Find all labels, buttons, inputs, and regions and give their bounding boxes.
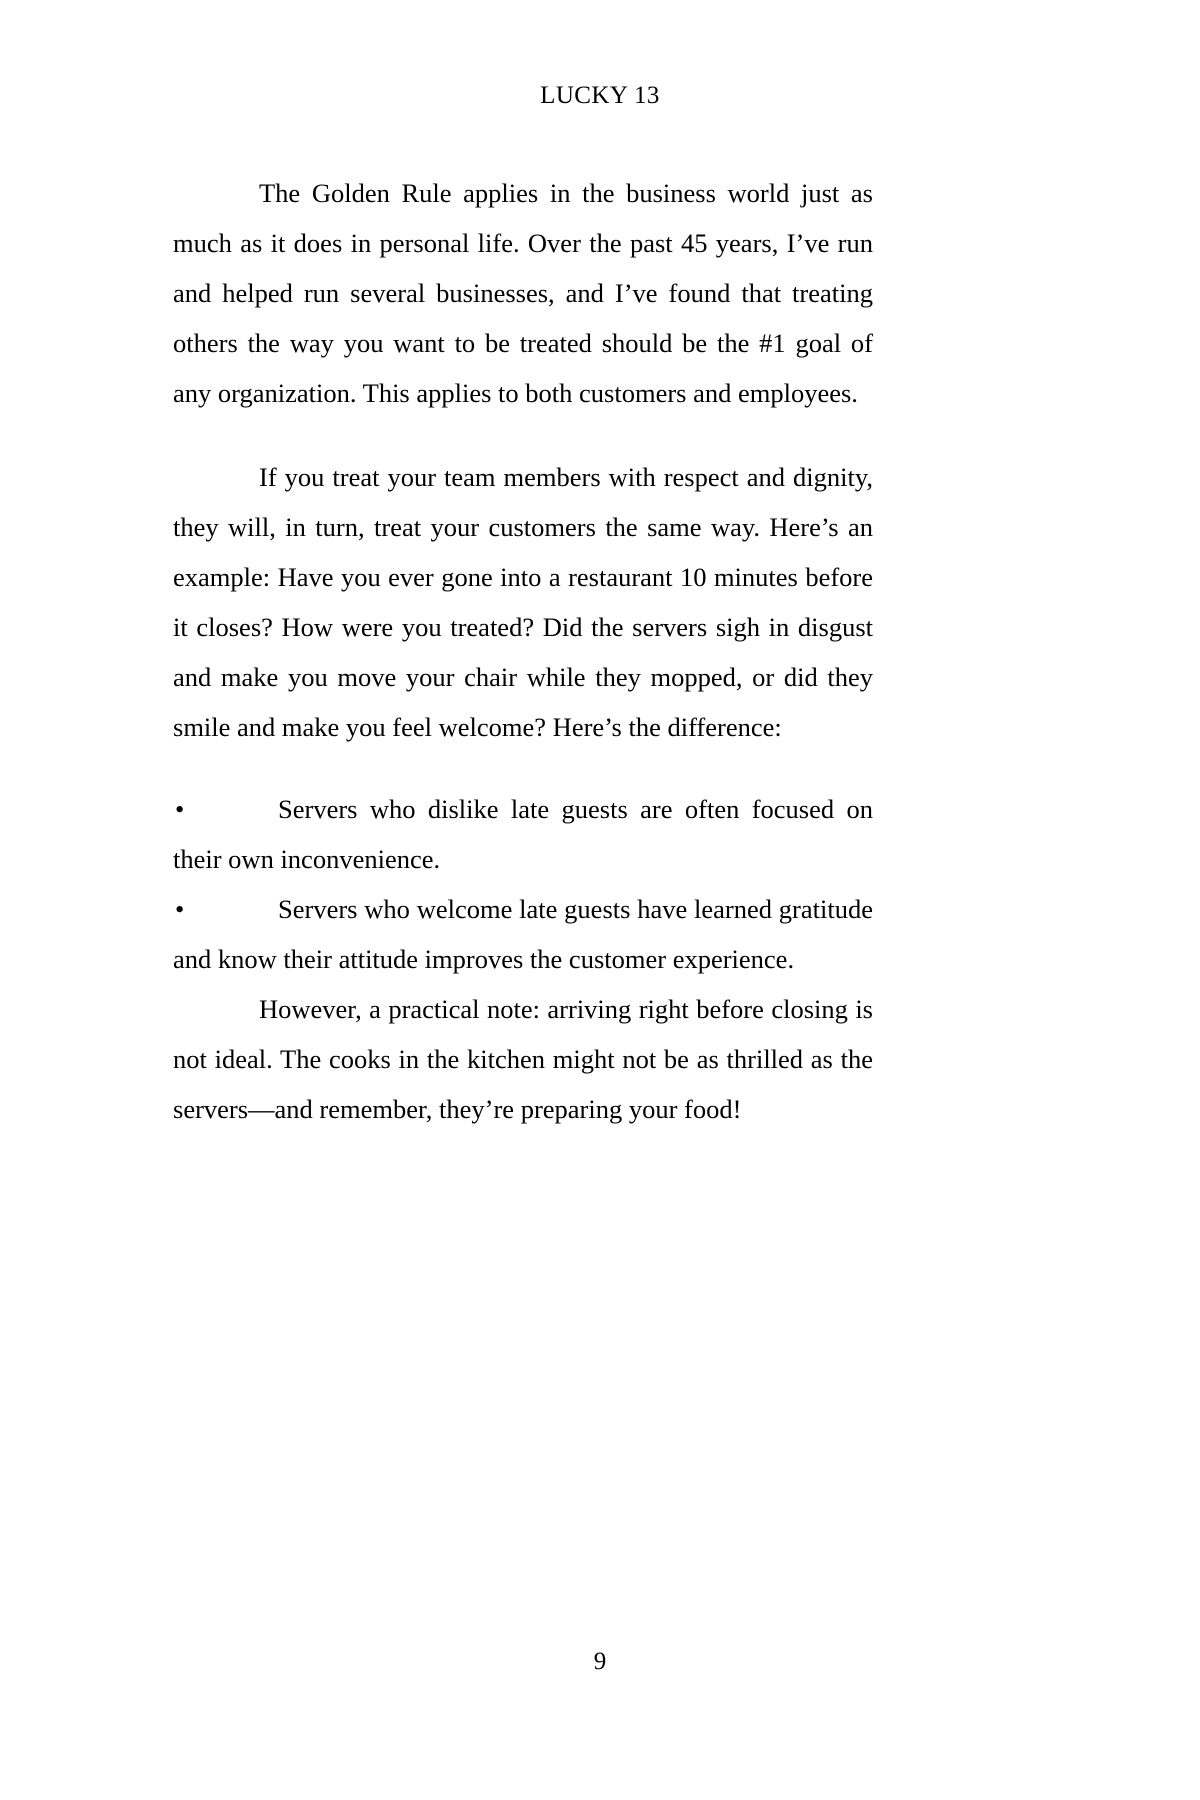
list-item-text: Servers who dislike late guests are often focused on their own inconvenience.	[173, 794, 873, 874]
list-item	[173, 784, 873, 884]
body-text-block	[173, 168, 873, 1134]
list-item-text: Servers who welcome late guests have learned gratitude and know their attitude improves the customer experience.	[173, 894, 873, 974]
page-number: 9	[593, 1648, 607, 1675]
paragraph-golden-rule: The Golden Rule applies in the business world just as much as it does in personal life. Over the past 45 years, I’ve run and helped run several businesses, and I’ve found that treating others the way you want to be treated should be the #1 goal of any organization. This applies to both customers and employees.	[173, 178, 873, 408]
bullet-icon: •	[175, 794, 185, 824]
paragraph-respect-dignity: If you treat your team members with respect and dignity, they will, in turn, treat your customers the same way. Here’s an example: Have you ever gone into a restaurant 10 minutes before it closes? How were you treated? Did the servers sigh in disgust and make you move your chair while they mopped, or did they smile and make you feel welcome? Here’s the difference:	[173, 462, 873, 742]
list-item	[173, 884, 873, 984]
bullet-icon: •	[175, 894, 185, 924]
paragraph-practical-note: However, a practical note: arriving right before closing is not ideal. The cooks in the kitchen might not be as thrilled as the servers—and remember, they’re preparing your food!	[173, 994, 873, 1124]
running-head: LUCKY 13	[540, 82, 660, 109]
bullet-list	[173, 784, 873, 984]
